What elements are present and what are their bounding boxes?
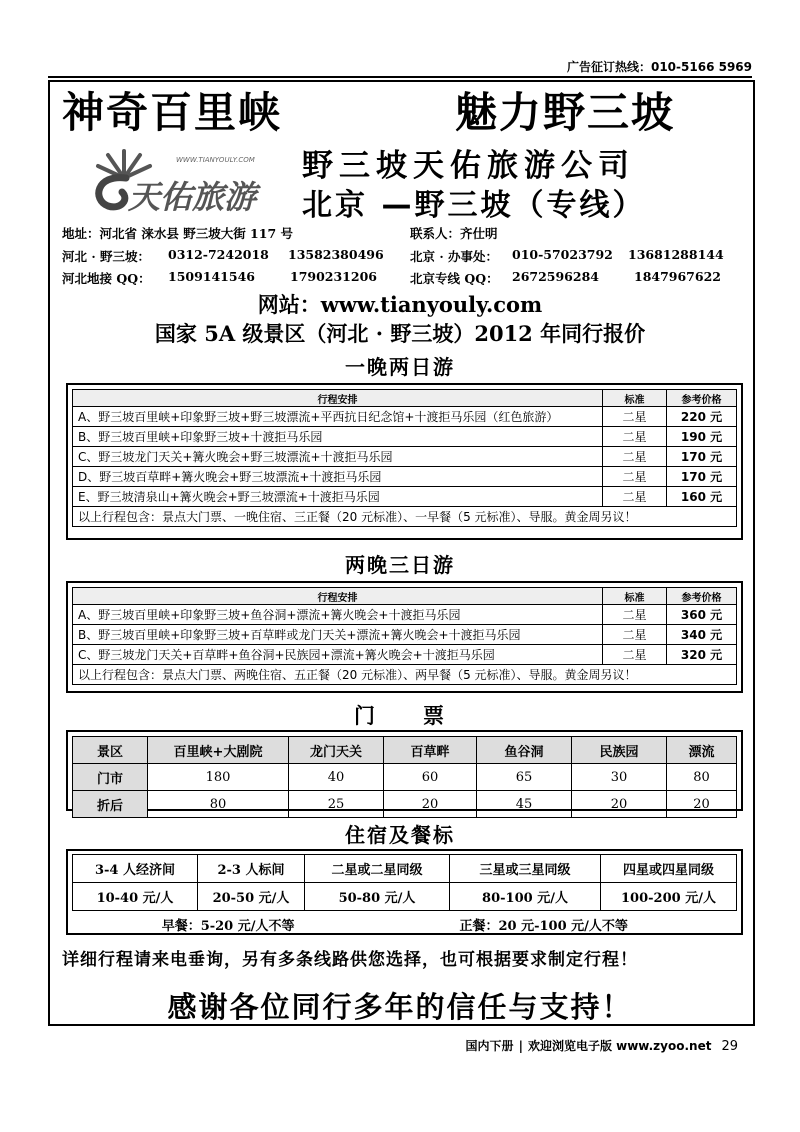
beijing-qq-2: 1847967622 [634,269,721,284]
standard-cell: 二星 [603,467,667,487]
route-cell: B、野三坡百里峡+印象野三坡+百草畔或龙门天关+漂流+篝火晚会+十渡拒马乐园 [73,625,603,645]
footer-section: 国内下册 [465,1039,514,1053]
col-area: 景区 [73,737,148,764]
one-night-note: 以上行程包含：景点大门票、一晚住宿、三正餐（20 元标准）、一早餐（5 元标准）、导服。黄金周另议！ [73,507,737,527]
one-night-box [66,383,743,540]
beijing-qq-label: 北京专线 QQ： [410,271,499,286]
table-row [73,467,737,487]
price-cell: 320 元 [667,645,737,665]
col-route: 行程安排 [73,390,603,407]
standard-cell: 二星 [603,447,667,467]
logo-website: WWW.TIANYOULY.COM [176,156,255,164]
route-cell: B、野三坡百里峡+印象野三坡+十渡拒马乐园 [73,427,603,447]
ad-hotline: 广告征订热线：010-5166 5969 [566,60,752,74]
col-price: 参考价格 [667,588,737,605]
website [0,289,800,319]
detail-note: 详细行程请来电垂询，另有多条线路供您选择，也可根据要求制定行程！ [62,950,638,970]
title-right: 魅力野三坡 [455,88,676,137]
company-name: 野三坡天佑旅游公司 [302,148,635,184]
website-url[interactable]: www.tianyouly.com [320,292,543,317]
col-two-star: 二星或二星同级 [305,855,450,883]
table-row [73,883,737,911]
col-yugudong: 鱼谷洞 [477,737,572,764]
thanks-message: 感谢各位同行多年的信任与支持！ [167,990,633,1024]
two-night-box [66,581,743,693]
beijing-label: 北京 · 办事处： [410,249,499,264]
col-baicaopan: 百草畔 [384,737,477,764]
col-three-star: 三星或三星同级 [450,855,601,883]
route-cell: A、野三坡百里峡+印象野三坡+鱼谷洞+漂流+篝火晚会+十渡拒马乐园 [73,605,603,625]
lodging-price: 20-50 元/人 [198,883,305,911]
tickets-table [72,736,737,818]
route-cell: C、野三坡龙门天关+百草畔+鱼谷洞+民族园+漂流+篝火晚会+十渡拒马乐园 [73,645,603,665]
one-night-table [72,389,737,527]
standard-cell: 二星 [603,487,667,507]
beijing-phone-1: 010-57023792 [512,247,613,262]
standard-cell: 二星 [603,407,667,427]
col-minzuyuan: 民族园 [572,737,667,764]
ticket-price: 20 [667,791,737,818]
lodging-price: 100-200 元/人 [601,883,737,911]
ticket-price: 40 [289,764,384,791]
ticket-price: 45 [477,791,572,818]
table-row [73,447,737,467]
lodging-box [66,849,743,935]
hebei-phone-2: 13582380496 [288,247,384,262]
standard-cell: 二星 [603,645,667,665]
beijing-phone-2: 13681288144 [628,247,724,262]
price-cell: 220 元 [667,407,737,427]
ticket-price: 30 [572,764,667,791]
col-standard: 标准 [603,588,667,605]
row-label: 门市 [73,764,148,791]
company-logo [76,138,276,220]
col-rafting: 漂流 [667,737,737,764]
col-longmen: 龙门天关 [289,737,384,764]
table-row [73,427,737,447]
footer-welcome: 欢迎浏览电子版 www.zyoo.net [527,1039,712,1053]
meal-price: 正餐：20 元-100 元/人不等 [459,919,628,934]
hebei-qq-label: 河北地接 QQ： [62,271,151,286]
table-row [73,407,737,427]
lodging-price: 50-80 元/人 [305,883,450,911]
two-night-note: 以上行程包含：景点大门票、两晚住宿、五正餐（20 元标准）、两早餐（5 元标准）、导服。黄金周另议！ [73,665,737,685]
page-number: 29 [721,1039,738,1054]
route-cell: A、野三坡百里峡+印象野三坡+野三坡漂流+平西抗日纪念馆+十渡拒马乐园（红色旅游） [73,407,603,427]
lodging-price: 80-100 元/人 [450,883,601,911]
standard-cell: 二星 [603,625,667,645]
lodging-table [72,854,737,938]
hebei-qq-1: 1509141546 [168,269,255,284]
table-row [73,605,737,625]
standard-cell: 二星 [603,427,667,447]
col-bailixia: 百里峡+大剧院 [148,737,289,764]
lodging-title: 住宿及餐标 [345,823,455,847]
price-headline: 国家 5A 级景区（河北 · 野三坡）2012 年同行报价 [154,321,646,346]
standard-cell: 二星 [603,605,667,625]
address: 地址：河北省 涞水县 野三坡大街 117 号 [62,226,294,241]
ticket-price: 20 [572,791,667,818]
breakfast-price: 早餐：5-20 元/人不等 [161,919,295,934]
row-label: 折后 [73,791,148,818]
col-standard-room: 2-3 人标间 [198,855,305,883]
beijing-qq-1: 2672596284 [512,269,599,284]
hebei-qq-2: 1790231206 [290,269,377,284]
ticket-price: 80 [148,791,289,818]
contact-person: 联系人：齐仕明 [410,226,498,241]
logo-name: 天佑旅游 [128,178,257,216]
ticket-price: 25 [289,791,384,818]
footer-separator: | [518,1039,523,1053]
col-route: 行程安排 [73,588,603,605]
ticket-price: 20 [384,791,477,818]
title-left: 神奇百里峡 [62,88,283,137]
table-row [73,645,737,665]
price-cell: 360 元 [667,605,737,625]
ticket-price: 80 [667,764,737,791]
col-standard: 标准 [603,390,667,407]
one-night-title: 一晚两日游 [345,355,455,379]
price-cell: 190 元 [667,427,737,447]
col-four-star: 四星或四星同级 [601,855,737,883]
price-cell: 170 元 [667,447,737,467]
two-night-title: 两晚三日游 [345,553,455,577]
route-cell: E、野三坡清泉山+篝火晚会+野三坡漂流+十渡拒马乐园 [73,487,603,507]
col-economy: 3-4 人经济间 [73,855,198,883]
top-rule [48,76,752,78]
col-price: 参考价格 [667,390,737,407]
route-cell: D、野三坡百草畔+篝火晚会+野三坡漂流+十渡拒马乐园 [73,467,603,487]
price-cell: 340 元 [667,625,737,645]
website-label: 网站： [257,293,321,317]
table-row [73,764,737,791]
two-night-table [72,587,737,685]
price-cell: 160 元 [667,487,737,507]
hebei-phone-1: 0312-7242018 [168,247,269,262]
tickets-box [66,730,743,814]
price-cell: 170 元 [667,467,737,487]
hebei-label: 河北 · 野三坡： [62,249,151,264]
table-row [73,791,737,818]
tickets-title: 门 票 [354,704,446,728]
ticket-price: 180 [148,764,289,791]
route-cell: C、野三坡龙门天关+篝火晚会+野三坡漂流+十渡拒马乐园 [73,447,603,467]
route-title: 北京 —野三坡（专线） [302,188,646,223]
ticket-price: 65 [477,764,572,791]
lodging-price: 10-40 元/人 [73,883,198,911]
page-footer [466,1037,738,1054]
ticket-price: 60 [384,764,477,791]
table-row [73,625,737,645]
table-row [73,487,737,507]
